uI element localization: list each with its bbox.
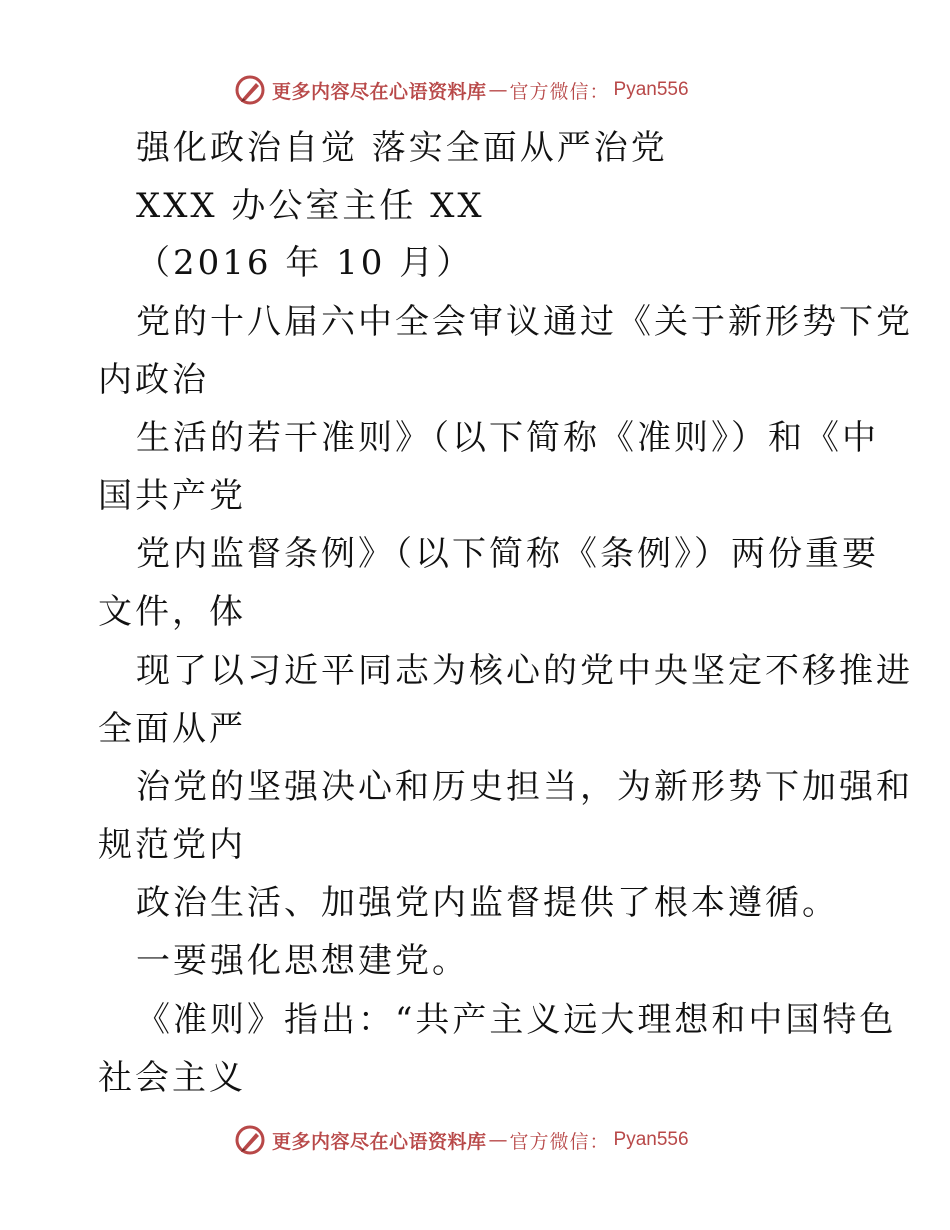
paragraph-line: 生活的若干准则》（以下简称《准则》）和《中 bbox=[136, 418, 879, 458]
pen-logo-icon bbox=[234, 74, 266, 106]
paragraph-line: 国共产党 bbox=[98, 476, 246, 516]
watermark-dash: — bbox=[488, 1129, 508, 1151]
watermark-wechat-id: Pyan556 bbox=[613, 1129, 689, 1150]
watermark-sub-text: 官方微信： bbox=[509, 80, 610, 103]
paragraph-line: 文件，体 bbox=[98, 592, 246, 632]
paragraph-line: 治党的坚强决心和历史担当，为新形势下加强和 bbox=[136, 767, 913, 807]
pen-logo-icon bbox=[234, 1124, 266, 1156]
paragraph-line: 社会主义 bbox=[98, 1058, 246, 1098]
document-title: 强化政治自觉 落实全面从严治党 bbox=[136, 128, 668, 168]
watermark-dash: — bbox=[488, 79, 508, 101]
paragraph-line: 党的十八届六中全会审议通过《关于新形势下党 bbox=[136, 302, 913, 342]
paragraph-line: 党内监督条例》（以下简称《条例》）两份重要 bbox=[136, 534, 879, 574]
paragraph-line: 《准则》指出：“共产主义远大理想和中国特色 bbox=[136, 1000, 897, 1040]
section-heading: 一要强化思想建党。 bbox=[136, 941, 469, 981]
watermark-main-text: 更多内容尽在心语资料库 bbox=[272, 80, 487, 103]
document-author: XXX 办公室主任 XX bbox=[136, 186, 485, 226]
header-watermark bbox=[234, 73, 689, 107]
paragraph-line: 现了以习近平同志为核心的党中央坚定不移推进 bbox=[136, 651, 913, 691]
paragraph-line: 全面从严 bbox=[98, 709, 246, 749]
watermark-main-text: 更多内容尽在心语资料库 bbox=[272, 1130, 487, 1153]
paragraph-line: 政治生活、加强党内监督提供了根本遵循。 bbox=[136, 883, 839, 923]
footer-watermark bbox=[234, 1123, 689, 1157]
watermark-sub-text: 官方微信： bbox=[509, 1130, 610, 1153]
document-date: （2016 年 10 月） bbox=[136, 243, 474, 283]
watermark-wechat-id: Pyan556 bbox=[613, 79, 689, 100]
paragraph-line: 内政治 bbox=[98, 360, 209, 400]
paragraph-line: 规范党内 bbox=[98, 825, 246, 865]
